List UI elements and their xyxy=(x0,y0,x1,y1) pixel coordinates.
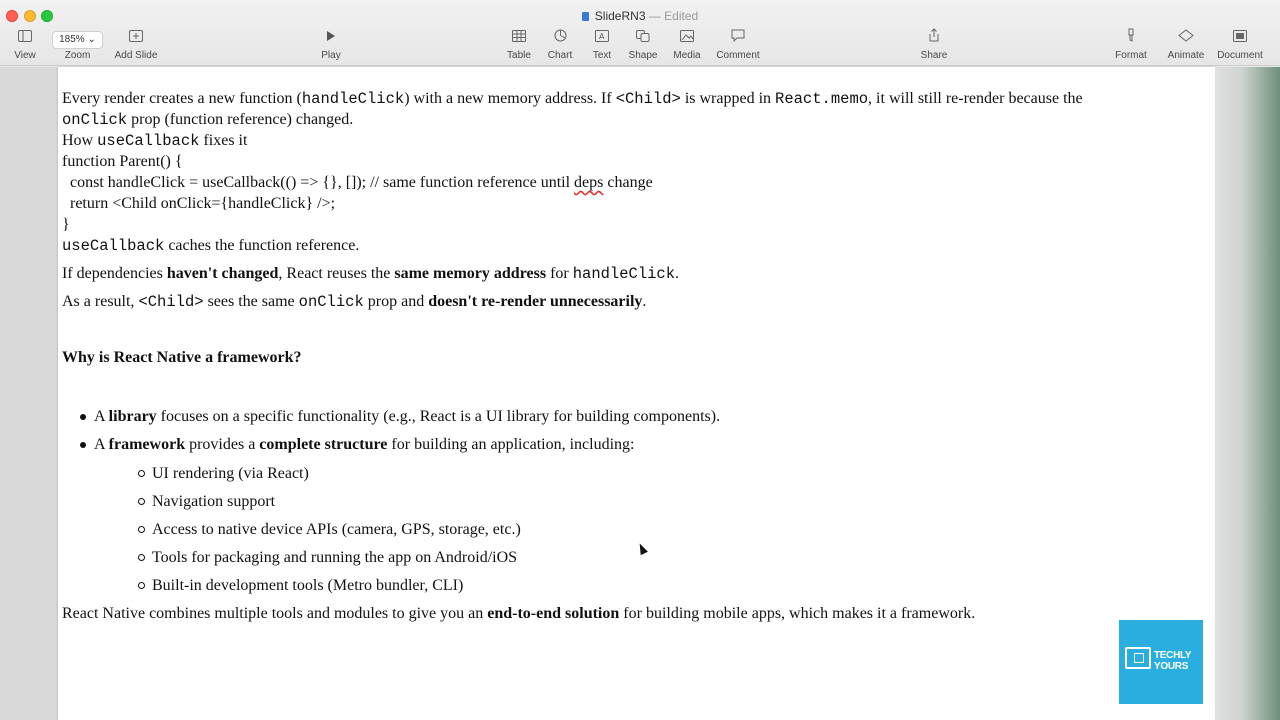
paragraph-caches: useCallback caches the function reference. xyxy=(62,237,360,255)
format-button[interactable] xyxy=(1112,28,1150,61)
format-label: Format xyxy=(1115,50,1147,61)
add-slide-icon xyxy=(112,28,160,48)
subheading-usecallback: How useCallback fixes it xyxy=(62,132,248,150)
document-icon xyxy=(582,12,589,21)
code-line-1: function Parent() { xyxy=(62,153,183,170)
sub-bullet-item: UI rendering (via React) xyxy=(138,463,309,484)
animate-button[interactable] xyxy=(1164,28,1208,61)
paintbrush-icon xyxy=(1112,28,1150,48)
zoom-label: Zoom xyxy=(64,50,91,61)
paragraph-dependencies: If dependencies haven't changed, React reuses the same memory address for handleClick. xyxy=(62,265,680,283)
share-button[interactable] xyxy=(917,28,951,61)
photo-icon xyxy=(670,28,704,48)
chart-icon xyxy=(544,28,576,48)
chart-label: Chart xyxy=(547,50,573,61)
zoom-select[interactable] xyxy=(52,31,103,49)
text-button[interactable] xyxy=(586,28,618,61)
paragraph-render-explanation: Every render creates a new function (handleClick) with a new memory address. If <Child> is wrapped in React.memo, it will still re-render because the xyxy=(62,90,1083,108)
media-button[interactable] xyxy=(670,28,704,61)
play-icon xyxy=(315,28,347,48)
paragraph-closing: React Native combines multiple tools and modules to give you an end-to-end solution for building mobile apps, which makes it a framework. xyxy=(62,605,976,622)
play-label: Play xyxy=(321,50,341,61)
table-button[interactable] xyxy=(503,28,535,61)
view-label: View xyxy=(14,50,36,61)
window-title xyxy=(0,9,1280,23)
paragraph-render-explanation-cont: onClick prop (function reference) changed. xyxy=(62,111,354,129)
zoom-value: 185% xyxy=(59,34,85,45)
shape-button[interactable] xyxy=(625,28,661,61)
sidebar-icon xyxy=(10,28,40,48)
add-slide-label: Add Slide xyxy=(114,50,158,61)
text-box-icon xyxy=(586,28,618,48)
section-heading: Why is React Native a framework? xyxy=(62,349,302,366)
paragraph-result: As a result, <Child> sees the same onClick prop and doesn't re-render unnecessarily. xyxy=(62,293,647,311)
shape-icon xyxy=(625,28,661,48)
bullet-library: A library focuses on a specific functionality (e.g., React is a UI library for building components). xyxy=(80,406,720,427)
spellcheck-word: deps xyxy=(574,174,604,191)
chip-icon xyxy=(1125,647,1151,669)
code-line-3: return <Child onClick={handleClick} />; xyxy=(62,195,336,212)
techly-yours-logo xyxy=(1119,620,1203,704)
table-icon xyxy=(503,28,535,48)
sub-bullet-item: Access to native device APIs (camera, GPS, storage, etc.) xyxy=(138,519,521,540)
document-inspector-icon xyxy=(1215,28,1265,48)
comment-button[interactable] xyxy=(713,28,763,61)
sub-bullet-item: Tools for packaging and running the app on Android/iOS xyxy=(138,547,517,568)
toolbar xyxy=(0,0,1280,66)
code-line-4: } xyxy=(62,216,70,233)
media-label: Media xyxy=(673,50,701,61)
share-icon xyxy=(917,28,951,48)
add-slide-button[interactable] xyxy=(112,28,160,61)
comment-label: Comment xyxy=(716,50,760,61)
table-label: Table xyxy=(507,50,531,61)
chevron-down-icon: ⌄ xyxy=(87,34,96,45)
animate-icon xyxy=(1164,28,1208,48)
view-button[interactable] xyxy=(10,28,40,61)
logo-text: TECHLY YOURS xyxy=(1154,650,1192,672)
sub-bullet-item: Built-in development tools (Metro bundler, CLI) xyxy=(138,575,463,596)
animate-label: Animate xyxy=(1167,50,1205,61)
chart-button[interactable] xyxy=(544,28,576,61)
code-line-2: const handleClick = useCallback(() => {}, []); // same function reference until deps change xyxy=(62,174,653,191)
share-label: Share xyxy=(920,50,948,61)
zoom-control[interactable] xyxy=(50,28,105,61)
text-label: Text xyxy=(592,50,612,61)
document-button[interactable] xyxy=(1215,28,1265,61)
edited-status: — Edited xyxy=(648,9,699,23)
bullet-framework: A framework provides a complete structure for building an application, including: xyxy=(80,434,634,455)
sub-bullet-item: Navigation support xyxy=(138,491,275,512)
shape-label: Shape xyxy=(628,50,658,61)
play-button[interactable] xyxy=(315,28,347,61)
comment-icon xyxy=(713,28,763,48)
svg-text:A: A xyxy=(599,32,605,41)
desktop-background-edge xyxy=(1215,67,1280,720)
document-label: Document xyxy=(1217,50,1263,61)
document-name: SlideRN3 xyxy=(594,9,646,23)
